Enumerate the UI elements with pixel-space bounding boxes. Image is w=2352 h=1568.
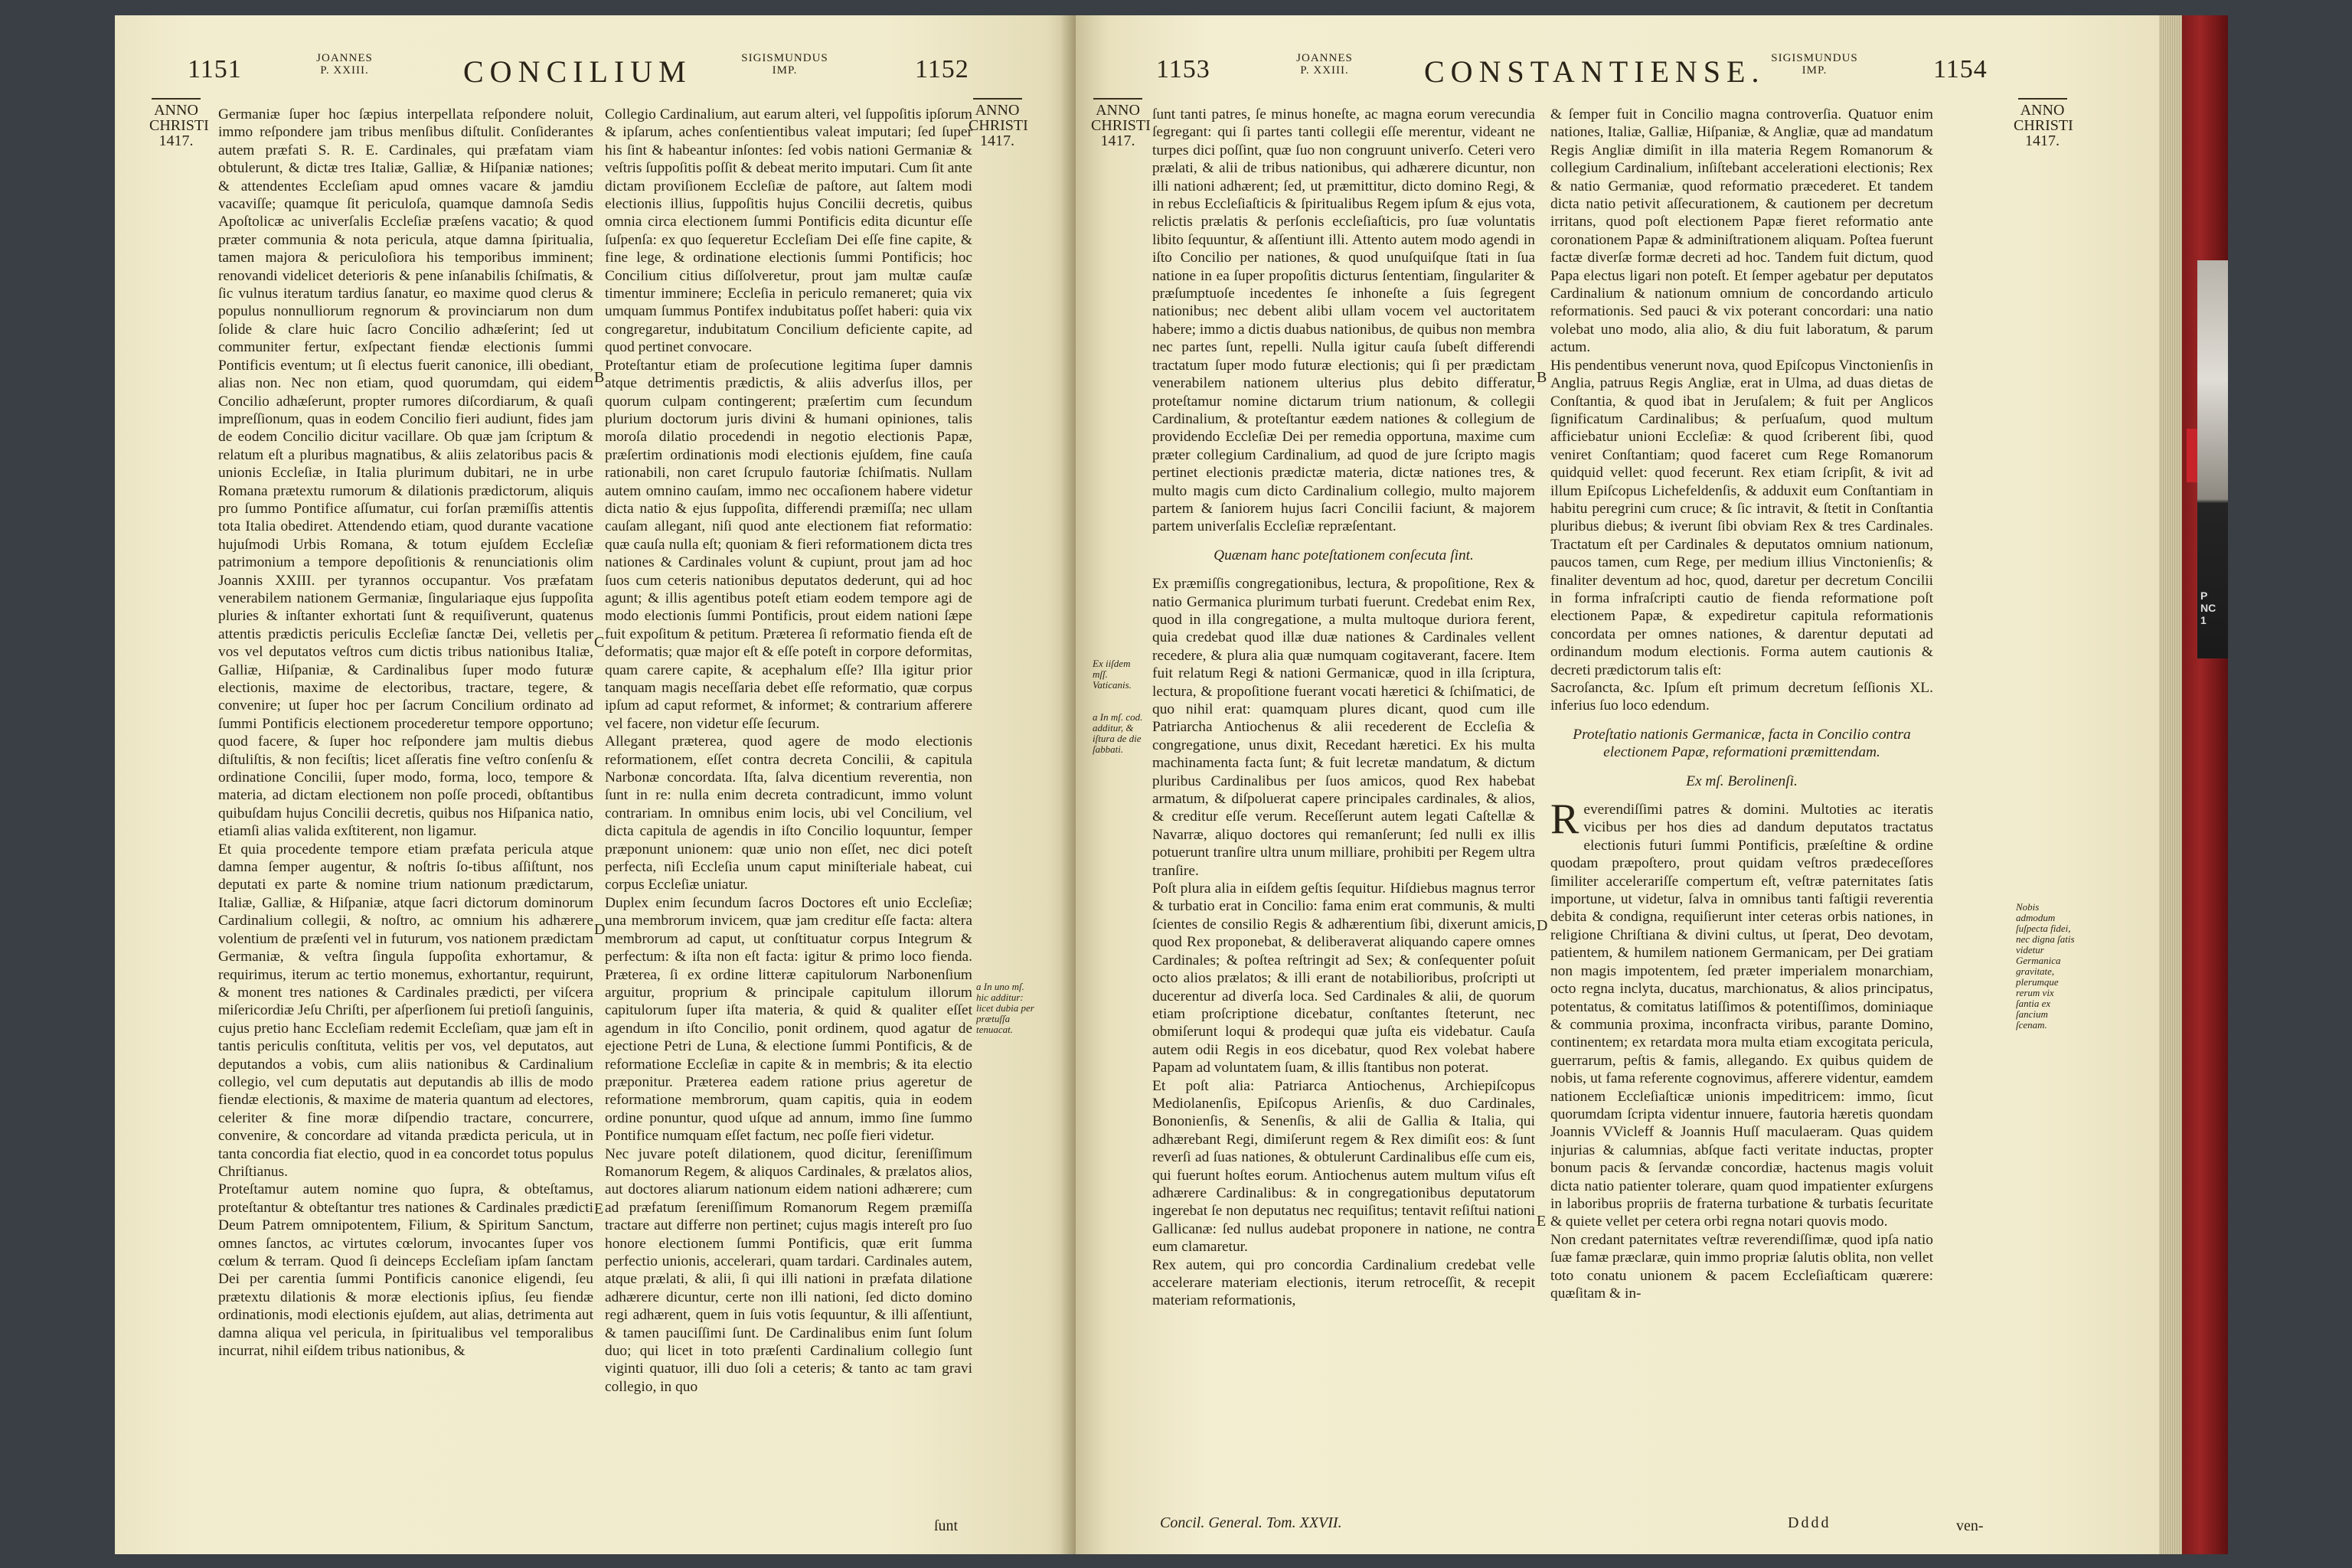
page-number: 1153: [1156, 55, 1210, 83]
margin-note: a In mſ. cod. additur, & iſtura de die ſabbati.: [1093, 711, 1143, 755]
page-edges: [2159, 15, 2182, 1554]
paragraph: ſunt tanti patres, ſe minus honeſte, ac magna eorum verecundia ſegregant: qui ſi partes tanti collegii eſſe merentur, videant ne turpes dici poſſint, quæ ſuo non congruunt univerſo. Ceteri vero prælati, & alii de tribus nationibus, qui adhærere dicuntur, non illi nationi adhærent; ſed, ut præmittitur, dicto domino Regi, & in rebus Eccleſiaſticis & ſpiritualibus Regem ipſum & ejus vota, relictis prælatis & perſonis eccleſiaſticis, pro ſuæ voluntatis libito ſequuntur, & aſſentiunt illi. Attento autem modo agendi in iſto Concilio per nationes, & quod unuſquiſque ſtati in ſua natione in ea ſuper propoſitis dicturus ſententiam, ſingulariter & præſumptuoſe incedentes ſe inhoneſte a ſuis ſegregent nationibus; nec debent alibi ullam vocem vel auctoritatem habere; immo a dictis duabus nationibus, de quibus non membra nec partes ſunt, repelli. Nulla igitur cauſa ſubeſt differendi tractatum ſuper modo futuræ electionis; qui ſi per prædictam venerabilem nationem ulterius plus debito differatur, proteſtamur nomine dictarum trium nationum, & collegii Cardinalium, & proteſtantur eædem nationes & collegium de providendo Eccleſiæ Dei per remedia opportuna, maxime cum præter collegium Cardinalium, ad quod de jure ſcripto magis pertinet electionis prædictæ materia, dictæ nationes tres, & multo magis cum dicto Cardinalium collegio, multo majorem partem & ſaniorem hujus ſacri Concilii faciunt, & majorem partem univerſalis Eccleſiæ repræſentant.: [1152, 106, 1535, 535]
paragraph: Poſt plura alia in eiſdem geſtis ſequitur. Hiſdiebus magnus terror & turbatio erat in Concilio: fama enim erat communis, & multi ſcientes de consilio Regis & adhærentium ſibi, dixerunt amicis, quod Rex proponebat, & deliberaverat aliquando capere omnes Cardinales; & poſtea reſtringit ad Sex; & conſequenter poſuit octo alios prælatos; & illi erant de notabilioribus, proſcripti ut ducerentur ad diverſa loca. Sed Cardinales & alii, de quorum etiam proſcriptione dicebatur, conſtantes ſteterunt, nec obmiſerunt loqui & prodequi quæ juſta eis videbatur. Cauſa autem odii Regis in eos dicebatur, quod Rex volebat habere Papam ad voluntatem ſuam, & illis ſtantibus non poterat.: [1152, 880, 1535, 1076]
catchword: ſunt: [934, 1517, 959, 1534]
running-title: CONCILIUM: [463, 54, 692, 89]
paragraph: His pendentibus venerunt nova, quod Epiſcopus Vinctonienſis in Anglia, patruus Regis Angliæ, erat in Ulma, ad duas dietas de Conſtantia, & quod ibat in Jeruſalem; & fuit per Anglicos ſignificatum Cardinalibus; & perſuaſum, quod multum afficiebatur unioni Eccleſiæ: & quod ſcriberent ſibi, quod veniret Conſtantiam; quod faceret cum Rege Romanorum quidquid vellet: quod fecerunt. Rex etiam ſcripſit, & ivit ad illum Epiſcopus Lichefeldenſis, & adduxit eum Conſtantiam in habitu peregrini cum cruce; & ſic intravit, & ſtetit in Conſtantia pluribus diebus; & iverunt ſibi obviam Rex & tres Cardinales. Tractatum eſt per Cardinales & deputatos omnium nationum, paucos tamen, cum Rege, per medium illius Vinctonienſis; & finaliter deventum ad hoc, quod, daretur per decretum Concilii in forma infraſcripti cautio de fienda reformatione poſt electionem Papæ, & expediretur capitula reformationis concordata per omnes nationes, & darentur deputati ad ordinandum modum electionis. Forma autem cautionis & decreti prædictorum talis eſt:: [1550, 357, 1933, 678]
margin-letter: D: [594, 921, 606, 938]
running-pope: JOANNES P. XXIII.: [1296, 52, 1353, 77]
text-column-2: [605, 106, 972, 1545]
page-number: 1154: [1933, 55, 1988, 83]
left-page: [115, 15, 1076, 1554]
spine-text: P NC 1: [2200, 590, 2216, 626]
margin-letter: D: [1537, 917, 1548, 934]
paragraph: Proteſtamur autem nomine quo ſupra, & obteſtamus, proteſtantur & obteſtantur tres nationes & Cardinales prædicti Deum Patrem omnipotentem, Filium, & Spiritum Sanctum, omnes ſanctos, ac virtutes cœlorum, invocantes ſuper vos cœlum & terram. Quod ſi deinceps Eccleſiam ipſam ſanctam Dei per carentia ſummi Pontificis canonice eligendi, ſeu prætextu dilationis & moræ electionis ipſius, ſeu fiendæ ordinationis, modi electionis ejuſdem, aut alias, detrimenta aut damna aliqua vel pericula, in ſpiritualibus vel temporalibus incurrat, nihil eiſdem tribus nationibus, &: [218, 1181, 593, 1360]
paragraph: Duplex enim ſecundum ſacros Doctores eſt unio Eccleſiæ; una membrorum invicem, quæ jam creditur eſſe facta: altera membrorum ad caput, ut conſtituatur corpus Integrum & perfectum: & iſta non eſt facta: igitur & primo loco fienda. Præterea, ſi ex ordine litteræ capitulorum Narbonenſium arguitur, proprium & principale capitulum illorum capitulorum ſuper iſta materia, & quid & qualiter eſſet agendum in iſto Concilio, ponit ordinem, quod agatur de ejectione Petri de Luna, & electione ſummi Pontificis, & de reformatione Eccleſiæ in capite & in membris; & ita electio præponitur. Præterea eadem ratione prius ageretur de reformatione membrorum, quam capitis, quia in eodem ordine ponuntur, quod uſque ad annum, immo ſine ſummo Pontifice numquam eſſet factum, nec poſſe fieri videtur.: [605, 894, 972, 1145]
running-pope: JOANNES P. XXIII.: [316, 52, 373, 77]
margin-note: Ex iiſdem mſſ. Vaticanis.: [1093, 658, 1132, 691]
paragraph: Proteſtantur etiam de proſecutione legitima ſuper damnis atque detrimentis prædictis, & aliis adverſus illos, per quorum culpam contingerent; præſertim cum ſecundum plurium doctorum juris divini & humani opiniones, talis moroſa dilatio procedendi in negotio electionis Papæ, præſertim ordinationis modi electionis ejuſdem, fine cauſa rationabili, non caret ſcrupulo fautoriæ ſchiſmatis. Nullam autem omnino cauſam, immo nec occaſionem habere videtur dicta natio & ejus ſuppoſita, differendi præmiſſa; nec ullam cauſam allegant, niſi quod ante electionem fiat reformatio: quæ cauſa nulla eſt; quoniam & fieri reformationem dicta tres nationes & Cardinales volunt & cupiunt, prout jam ad hoc ſuos cum ceteris nationibus deputatos dederunt, qui ad hoc agunt; & illis agentibus poteſt etiam eodem tempore agi de modo electionis ſummi Pontificis, prout eidem nationi ſæpe fuit expoſitum & petitum. Præterea ſi reformatio fienda eſt de deformatis; quæ major eſt & eſſe poteſt in corpore deformitas, quam carere capite, & acephalum eſſe? Illa igitur prior tanquam magis neceſſaria debet eſſe reformatio, quæ corpus ipſum ad caput reformet, & informet; & contrarium afferere vel facere, non videtur eſſe ſecurum.: [605, 357, 972, 732]
paragraph: Reverendiſſimi patres & domini. Multoties ac iteratis vicibus per hos dies ad dandum deputatos tractatus electionis futuri ſummi Pontificis, præſeſtine & ordine quodam præpoſtero, prout quidam veſtros prædeceſſores ſimiliter accelerariſſe compertum eſt, veſtræ paternitates ſatis importune, ut videtur, ſalva in omnibus tanti faſtigii reverentia debita & condigna, requiſierunt inter ceteras orbis nationes, in religione Chriſtiana & divini cultus, ut ſperat, Deo devotam, patientem, & humilem nationem Germanicam, per Dei gratiam non magis impotentem, ſed præter imperialem monarchiam, octo regna inclyta, ducatus, marchionatus, & alios principatus, potentatus, & comitatus latiſſimos & potentiſſimos, dominiaque & communia proxima, inconfracta viribus, parante Domino, continentem; ex retardata mora multa etiam excogitata pericula, guerrarum, peſtis & famis, allegando. Ex quibus quidem de nobis, ut fama referente cognovimus, afferere videntur, eamdem nationem Eccleſiaſticæ unionis impeditricem: immo, ſicut quorumdam ſcripta videntur innuere, fautoria hæretis quondam Joannis VVicleff & Joannis Huſſ maculaeram. Quas quidem injurias & calumnias, abſque facti veritate inductas, propter bonum pacis & ſervandæ concordiæ, hactenus magis voluit dicta natio patienter tolerare, quam quod impatienter exſurgens in laboribus propriis de fraterna turbatione & turbatis ſecuritate & quiete vellet per cetera orbi regna notari quovis modo.: [1550, 795, 1933, 1230]
margin-letter: B: [1537, 369, 1547, 386]
margin-letter: E: [594, 1200, 604, 1217]
margin-letter: E: [1537, 1213, 1547, 1230]
section-heading: Quænam hanc poteſtationem conſecuta ſint.: [1214, 547, 1474, 564]
paragraph: Et poſt alia: Patriarca Antiochenus, Archiepiſcopus Mediolanenſis, Epiſcopus Arienſis, & duo Cardinales, Bononienſis, & Senenſis, & alii de Gallia & Italia, qui adhærebant Regi, dimiſerunt regem & Rex dimiſit eos: & ſunt reverſi ad ſuas nationes, & obtulerunt Cardinalibus eſſe cum eis, qui fuerunt hoſtes eorum. Antiochenus autem multum viſus eſt adhærere Cardinalibus: & in congregationibus deputatorum ingerebat ſe non deputatus nec requiſitus; tentavit reſiſtui nationi Gallicanæ: ſed nullus audebat proponere in natione, ne contra eum clamaretur.: [1152, 1077, 1535, 1256]
page-number: 1152: [915, 55, 969, 83]
text-column-1: [1152, 106, 1535, 1545]
running-emperor: SIGISMUNDUS IMP.: [1771, 52, 1858, 77]
paragraph: Nec juvare poteſt dilationem, quod dicitur, ſereniſſimum Romanorum Regem, & aliquos Cardinales, & prælatos alios, aut doctores aliarum nationum eidem nationi adhærere; cum ad præfatum ſereniſſimum Romanorum Regem præmiſſa tractare aut differre non pertinet; cujus magis intereſt pro ſuo honore electionem ſummi Pontificis, quæ erit ſumma perfectio unionis, accelerari, quam tardari. Cardinales autem, atque prælati, & alii, ſi qui illi nationi in præfata dilatione adhærere dicuntur, certe non illi nationi, ſed dicto domino regi adhærent, quem in ſuis votis ſequuntur, & illi aſſentiunt, & tamen pauciſſimi ſunt. De Cardinalibus enim ſunt ſolum duo; qui licet in toto præſenti Cardinalium collegio ſunt viginti quatuor, illi duo ſoli a ceteris; & tanto ac tam gravi collegio, in quo: [605, 1145, 972, 1395]
open-book: [115, 15, 2159, 1554]
paragraph: Non credant paternitates veſtræ reverendiſſimæ, quod ipſa natio ſuæ famæ præclaræ, quin immo propriæ ſalutis oblita, non vellet toto conatu unionem & pacem Eccleſiaſticam quærere: quæſitam & in-: [1550, 1231, 1933, 1302]
year-marker: ANNO CHRISTI 1417.: [969, 98, 1026, 149]
text-column-2: [1550, 106, 1933, 1545]
book-spine: [2182, 15, 2228, 1554]
text-column-1: [218, 106, 593, 1545]
paragraph: Sacroſancta, &c. Ipſum eſt primum decretum ſeſſionis XL. inferius ſuo loco edendum.: [1550, 680, 1933, 714]
paragraph: Et quia procedente tempore etiam præfata pericula atque damna ſemper augentur, & noſtris ſo-tibus aſſiſtunt, nos deputati ex parte & nomine trium nationum prædictarum, Italiæ, Galliæ, & Hiſpaniæ, atque ſacri dictorum dominorum Cardinalium collegii, & noſtro, ac omnium his adhærere volentium de præſenti vel in futurum, vos nationem prædictam Germaniæ, & veſtra ſingula ſuppoſita exhortamur, & requirimus, iterum ac tertio monemus, exhortantur, requirunt, & monent tres nationes & Cardinales prædicti, per viſcera miſericordiæ Jeſu Chriſti, per aſperſionem ſui pretioſi ſanguinis, cujus pretio hanc Eccleſiam redemit Eccleſiam, quæ jam eſt in tantis periculis conſtituta, velitis per vos, vel deputatos, aut deputandos a vobis, cum aliis nationibus & Cardinalium collegio, vel cum deputatis aut deputandis ab illis de modo fiendæ electionis, & maxime de materia quantum ad electores, celeriter & fine moræ diſpendio tractare, concurrere, convenire, & concordare ad vitanda prædicta pericula, ut in tanta concordia fiat electio, quod in ea concordet totus populus Chriſtianus.: [218, 841, 593, 1180]
source-note: Ex mſ. Berolinenſi.: [1686, 773, 1798, 789]
paragraph: Collegio Cardinalium, aut earum alteri, vel ſuppoſitis ipſorum & ipſarum, aches conſentientibus valeat imputari; ſed ſuper his ſint & habeantur inſontes: ſed vobis nationi Germaniæ & veſtris ſuppoſitis poſſit & debeat merito imputari. Cum ſit ante dictam proviſionem Eccleſiæ de paſtore, aut ſaltem modi electionis illius, ſuppoſitis hujus Concilii decretis, quibus omnia circa electionem ſummi Pontificis edita dicuntur eſſe ſuſpenſa: ex quo ſequeretur Eccleſiam Dei eſſe fine capite, & fine lege, & ordinatione electionis ſummi Pontificis; hoc Concilium citius diſſolveretur, prout jam multæ cauſæ timentur imminere; Eccleſia in periculo remaneret; quia vix umquam ſummus Pontifex indubitatus poſſet haberi: quia vix congregaretur, indubitatum Concilium deficiente capite, ad quod pertinet convocare.: [605, 106, 972, 356]
running-title: CONSTANTIENSE.: [1424, 54, 1766, 89]
paragraph: Allegant præterea, quod agere de modo electionis reformationem, eſſet contra decreta Concilii, & capitula Narbonæ concordata. Iſta, ſalva dicentium reverentia, non ſunt in re: nulla enim decreta contradicunt, immo volunt contrariam. In omnibus enim locis, ubi vel Concilium, vel dicta capitula de agendis in iſto Concilio loquuntur, ſemper præponunt unionem: quæ unio non eſſet, nec dici poteſt perfecta, niſi Eccleſia unum caput miniſteriale habeat, cui corpus Eccleſiæ uniatur.: [605, 733, 972, 893]
paragraph: Germaniæ ſuper hoc ſæpius interpellata reſpondere noluit, immo reſpondere jam tribus menſibus diſtulit. Conſiderantes autem præfati S. R. E. Cardinales, qui præfatam viam obtulerunt, & dictæ tres Italiæ, Galliæ, & Hiſpaniæ nationes; & attendentes Eccleſiam apud omnes vacare & jamdiu vacaviſſe; quamque ſit periculoſa, quamque damnoſa Sedis Apoſtolicæ ac univerſalis Eccleſiæ præſens vacatio; & quod præter communia & nota pericula, atque damna ſpiritualia, tamen majora & periculoſiora his temporibus imminent; renovandi videlicet deterioris & pene inſanabilis ſchiſmatis, & ſic vulnus iteratum tardius ſanatur, eo maxime quod clerus & populus nonnulliorum regnorum & provinciarum non dum ſolide & clare huic ſacro Concilio adhæſerint; ſed ut communiter fertur, exſpectant fiendæ electionis ſummi Pontificis eventum; ut ſi electus fuerit canonice, illi obediant, alias non. Nec non etiam, quod quorumdam, qui eidem Concilio adhæſerunt, propter rumores diſcordiarum, & quaſi impreſſionum, quas in eodem Concilio fieri audiunt, fides jam de eodem Concilio dicitur vacillare. Ob quæ jam ſcriptum & relatum eſt a pluribus magnatibus, & aliis zelatoribus pacis & unionis Eccleſiæ, in Italia plurimum dubitari, ne in urbe Romana prætextu rumorum & dilationis prædictorum, aliquis pro ſummo Pontifice aſſumatur, cui forſan præmiſſis attentis tota Italia obediret. Attendendo etiam, quod durante vacatione hujuſmodi Urbis Romana, & totum ejuſdem Eccleſiæ patrimonium a tempore depoſitionis & renunciationis olim Joannis XXIII. per tyrannos occupantur. Vos præfatam venerabilem nationem Germaniæ, ſingulariaque ejus ſuppoſita pluries & inſtanter exhortati ſunt & requiſiverunt, quatenus attentis prædictis periculis Eccleſiæ ſanctæ Dei, velletis per vos vel deputatos veſtros cum dictis tribus nationibus Italiæ, Galliæ, Hiſpaniæ, & Cardinalibus ſuper modo futuræ electionis, maxime de electoribus, tractare, tegere, & convenire; ut ſuper hoc per ſacrum Concilium ordinato ad ſummi Pontificis electionem procederetur tempore opportuno; quod facere, & ſuper hoc reſpondere jam multis diebus diſtuliſtis, & non feciſtis; licet aſſeratis fine veſtro conſenſu & ordinatione Concilii, ſuper modo, forma, loco, tempore & materia, ad dictam electionem non poſſe procedi, obſtantibus quibuſdam hujus Concilii decretis, quibus nos Hiſpanica natio, etiamſi alias valida exſtiterent, non ligamur.: [218, 106, 593, 840]
year-marker: ANNO CHRISTI 1417.: [2014, 98, 2071, 149]
page-number: 1151: [188, 55, 242, 83]
margin-note: Nobis admodum ſuſpecta fidei, nec digna ſatis videtur Germanica gravitate, plerumque rerum vix ſantia ex ſancium ſcenam.: [2016, 901, 2075, 1031]
margin-note: a In uno mſ. hic additur: licet dubia per prætuſſa tenuacat.: [976, 981, 1034, 1035]
right-page: [1076, 15, 2159, 1554]
paragraph: Ex præmiſſis congregationibus, lectura, & propoſitione, Rex & natio Germanica plurimum turbati fuerunt. Credebat enim Rex, quod in illa congregatione, a multa multoque duriora ferent, quia credebat quod illæ duæ nationes & Cardinales vellent recedere, & plura alia quæ numquam cogitaverant, facere. Item fuit relatum Regi & nationi Germanicæ, quod in illa ſcriptura, lectura, & propoſitione fuerant vocati hæretici & ſchiſmatici, de quo nihil erat: quamquam plures dicant, quod cum ille Patriarcha Antiochenus & alii recederent de Eccleſia & congregatione, unus dixit, Recedant hæretici. Ex his multa machinamenta facta ſunt; & fuit lecretæ mandatum, & dictum pluribus Cardinalibus per ſuos amicos, quod Rex habebat armatum, & diſpoluerat capere principales cardinales, & alios, & creditur eſſe verum. Receſſerunt autem legati Caſtellæ & Navarræ, aliquo doctores qui remanſerunt; ſed nulli ex illis potuerunt tranſire ultra unum milliare, prohibiti per Regem ultra tranſire.: [1152, 576, 1535, 879]
paragraph: Rex autem, qui pro concordia Cardinalium credebat velle accelerare materiam electionis, iterum retroceſſit, & recepit materiam reformationis,: [1152, 1256, 1535, 1309]
running-emperor: SIGISMUNDUS IMP.: [741, 52, 828, 77]
year-marker: ANNO CHRISTI 1417.: [149, 98, 203, 149]
year-marker: ANNO CHRISTI 1417.: [1091, 98, 1145, 149]
section-heading: Proteſtatio nationis Germanicæ, facta in Concilio contra electionem Papæ, reformationi præmittendam.: [1573, 726, 1911, 761]
margin-letter: C: [594, 634, 605, 651]
spine-red-mark: [2187, 429, 2197, 482]
paragraph: & ſemper fuit in Concilio magna controverſia. Quatuor enim nationes, Italiæ, Galliæ, Hiſpaniæ, & Angliæ, quæ ad mandatum Regis Angliæ dimiſit in illa materia Regem Romanorum & collegium Cardinalium, inſiſtebant accelerationi electionis; Rex & natio Germaniæ, quod reformatio præcederet. Et tandem dicta natio petivit aſſecurationem, & cautionem per decretum irritans, quod poſt electionem Papæ fieret reformatio ante coronationem Papæ & adminiſtrationem aliquam. Poſtea fuerunt factæ diverſæ formæ decreti ad hoc. Tandem fuit dictum, quod Papa electus ligari non poteſt. Et ſemper agebatur per deputatos Cardinalium & nationum omnium de concordando articulo reformationis. Sed pauci & vix poterant concordari: una natio volebat uno modo, alia alio, & diu fuit laboratum, & parum actum.: [1550, 106, 1933, 356]
catchword: ven-: [1956, 1517, 1984, 1534]
signature-mark: Dddd: [1788, 1514, 1831, 1531]
margin-letter: B: [594, 369, 605, 386]
page-footer: Concil. General. Tom. XXVII.: [1160, 1514, 1342, 1531]
